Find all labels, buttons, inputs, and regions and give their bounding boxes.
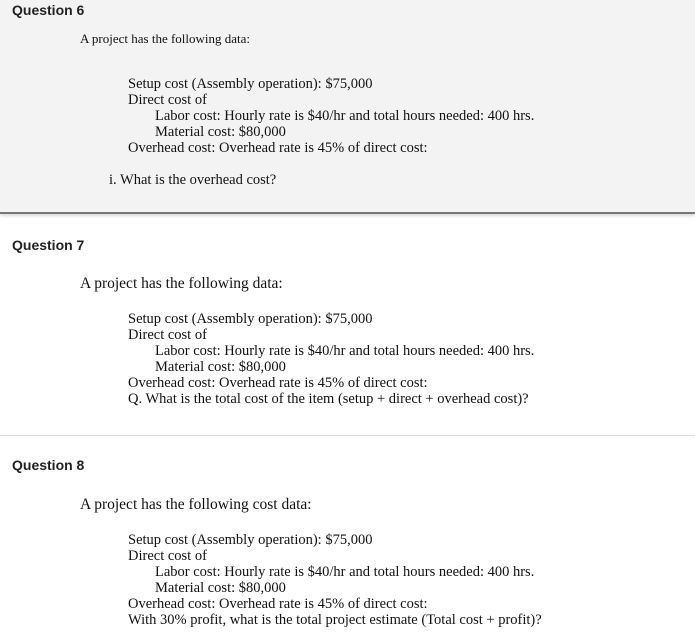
q8-question: With 30% profit, what is the total project estimate (Total cost + profit)? [128,612,542,628]
question-7-title: Question 7 [12,237,85,253]
q7-direct: Direct cost of [128,327,207,343]
q8-material: Material cost: $80,000 [155,580,286,596]
q8-direct: Direct cost of [128,548,207,564]
q6-question: i. What is the overhead cost? [109,172,277,188]
q8-labor: Labor cost: Hourly rate is $40/hr and total hours needed: 400 hrs. [155,564,535,580]
q8-intro: A project has the following cost data: [80,496,312,513]
q6-direct: Direct cost of [128,92,207,108]
q6-material: Material cost: $80,000 [155,124,286,140]
question-8-title: Question 8 [12,457,85,473]
q7-intro: A project has the following data: [80,275,283,292]
q8-overhead: Overhead cost: Overhead rate is 45% of direct cost: [128,596,428,612]
q7-material: Material cost: $80,000 [155,359,286,375]
q6-labor: Labor cost: Hourly rate is $40/hr and total hours needed: 400 hrs. [155,108,535,124]
q7-labor: Labor cost: Hourly rate is $40/hr and total hours needed: 400 hrs. [155,343,535,359]
q7-question: Q. What is the total cost of the item (setup + direct + overhead cost)? [128,391,529,407]
q7-setup: Setup cost (Assembly operation): $75,000 [128,311,373,327]
divider [0,435,695,436]
question-6-panel [0,0,695,214]
q7-overhead: Overhead cost: Overhead rate is 45% of direct cost: [128,375,428,391]
question-6-title: Question 6 [12,2,85,18]
q6-overhead: Overhead cost: Overhead rate is 45% of direct cost: [128,140,428,156]
q8-setup: Setup cost (Assembly operation): $75,000 [128,532,373,548]
q6-intro: A project has the following data: [80,31,251,46]
q6-setup: Setup cost (Assembly operation): $75,000 [128,76,373,92]
